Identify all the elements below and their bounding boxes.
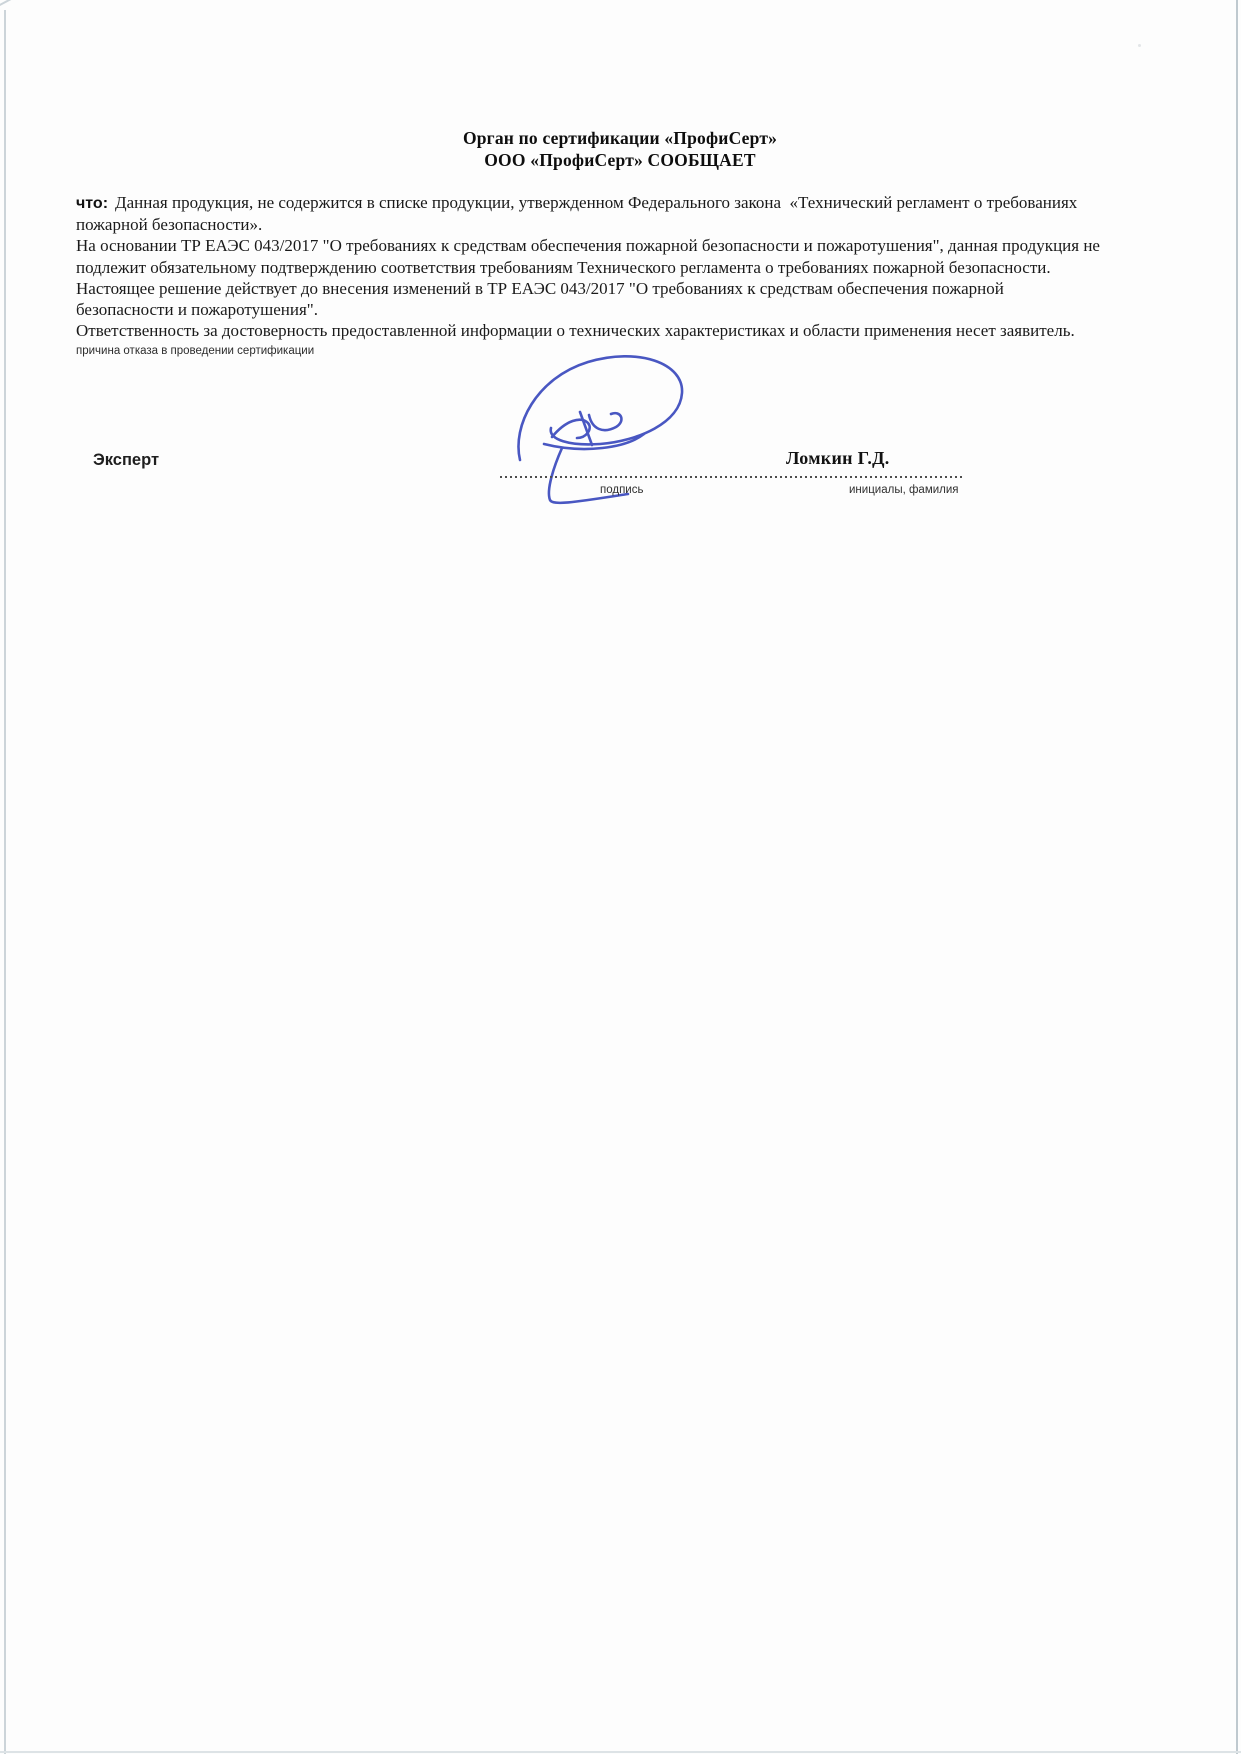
signature-caption: подпись <box>600 484 644 496</box>
body-line: Настоящее решение действует до внесения изменений в ТР ЕАЭС 043/2017 "О требованиях к средствам обеспечения пожарной <box>76 278 1004 298</box>
body-line: Ответственность за достоверность предоставленной информации о технических характеристиках и области применения несет заявитель. <box>76 321 1075 341</box>
body-line: пожарной безопасности». <box>76 215 263 235</box>
body-line-text: Данная продукция, не содержится в списке продукции, утвержденном Федерального закона «Технический регламент о требованиях <box>115 193 1078 212</box>
body-line: безопасности и пожаротушения". <box>76 300 318 320</box>
initials-caption: инициалы, фамилия <box>849 484 959 496</box>
expert-label: Эксперт <box>93 451 160 469</box>
body-line: На основании ТР ЕАЭС 043/2017 "О требованиях к средствам обеспечения пожарной безопасности и пожаротушения", данная продукция не <box>76 236 1100 256</box>
scan-edge-bottom <box>0 1751 1241 1753</box>
document-title <box>75 127 1165 171</box>
corner-fold-mark <box>0 0 23 8</box>
signee-name: Ломкин Г.Д. <box>786 448 890 468</box>
body-line <box>76 192 1100 214</box>
footnote-label: причина отказа в проведении сертификации <box>76 345 315 358</box>
body-line: подлежит обязательному подтверждению соответствия требованиям Технического регламента о требованиях пожарной безопасности. <box>76 257 1051 277</box>
announce-line: ООО «ПрофиСерт» СООБЩАЕТ <box>484 150 756 170</box>
scan-edge-right <box>1236 0 1238 1754</box>
what-label: что: <box>76 195 109 212</box>
scan-speck <box>1138 44 1141 47</box>
scan-edge-left <box>4 10 6 1754</box>
dotted-signature-line <box>500 476 962 478</box>
reason-statement <box>76 192 1100 358</box>
org-name-line: Орган по сертификации «ПрофиСерт» <box>462 128 778 148</box>
